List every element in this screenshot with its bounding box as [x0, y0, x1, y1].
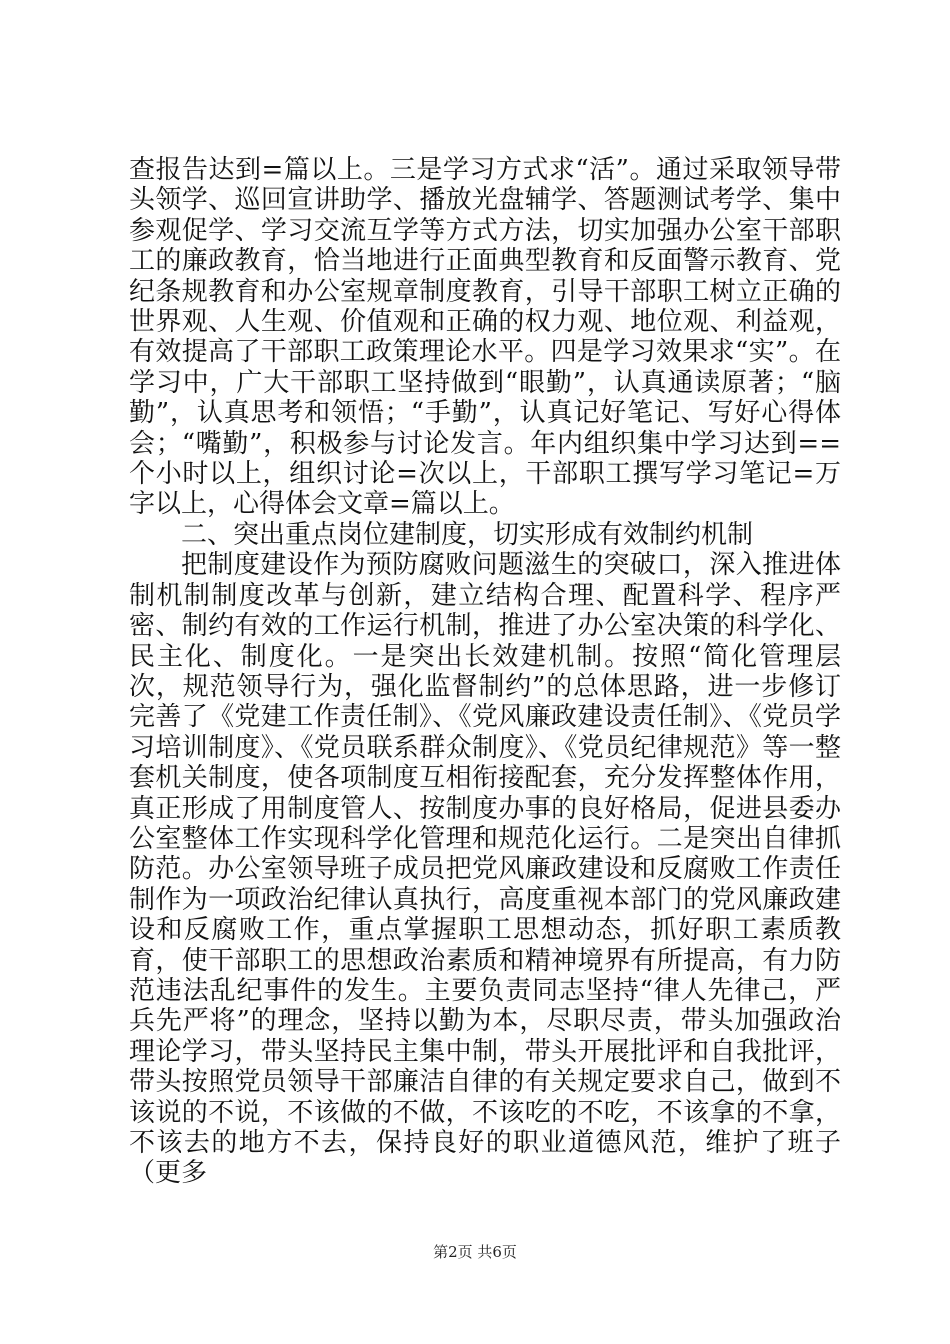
- paragraph-continued: 查报告达到=篇以上。三是学习方式求“活”。通过采取领导带头领学、巡回宣讲助学、播放光盘辅学、答题测试考学、集中参观促学、学习交流互学等方式方法，切实加强办公室干部职工的廉政教育，恰当地进行正面典型教育和反面警示教育、党纪条规教育和办公室规章制度教育，引导干部职工树立正确的世界观、人生观、价值观和正确的权力观、地位观、利益观，有效提高了干部职工政策理论水平。四是学习效果求“实”。在学习中，广大干部职工坚持做到“眼勤”，认真通读原著；“脑勤”，认真思考和领悟；“手勤”，认真记好笔记、写好心得体会；“嘴勤”，积极参与讨论发言。年内组织集中学习达到==个小时以上，组织讨论=次以上，干部职工撰写学习笔记=万字以上，心得体会文章=篇以上。: [129, 155, 841, 520]
- paragraph-body: 把制度建设作为预防腐败问题滋生的突破口，深入推进体制机制制度改革与创新，建立结构合理、配置科学、程序严密、制约有效的工作运行机制，推进了办公室决策的科学化、民主化、制度化。一是突出长效建机制。按照“简化管理层次，规范领导行为，强化监督制约”的总体思路，进一步修订完善了《党建工作责任制》、《党风廉政建设责任制》、《党员学习培训制度》、《党员联系群众制度》、《党员纪律规范》等一整套机关制度，使各项制度互相衔接配套，充分发挥整体作用，真正形成了用制度管人、按制度办事的良好格局，促进县委办公室整体工作实现科学化管理和规范化运行。二是突出自律抓防范。办公室领导班子成员把党风廉政建设和反腐败工作责任制作为一项政治纪律认真执行，高度重视本部门的党风廉政建设和反腐败工作，重点掌握职工思想动态，抓好职工素质教育，使干部职工的思想政治素质和精神境界有所提高，有力防范违法乱纪事件的发生。主要负责同志坚持“律人先律己，严兵先严将”的理念，坚持以勤为本，尽职尽责，带头加强政治理论学习，带头坚持民主集中制，带头开展批评和自我批评，带头按照党员领导干部廉洁自律的有关规定要求自己，做到不该说的不说，不该做的不做，不该吃的不吃，不该拿的不拿，不该去的地方不去，保持良好的职业道德风范，维护了班子（更多: [129, 550, 841, 1189]
- page-footer: 第2页 共6页: [433, 1243, 517, 1261]
- document-body: [129, 155, 841, 1189]
- section-heading: 二、突出重点岗位建制度，切实形成有效制约机制: [181, 519, 754, 550]
